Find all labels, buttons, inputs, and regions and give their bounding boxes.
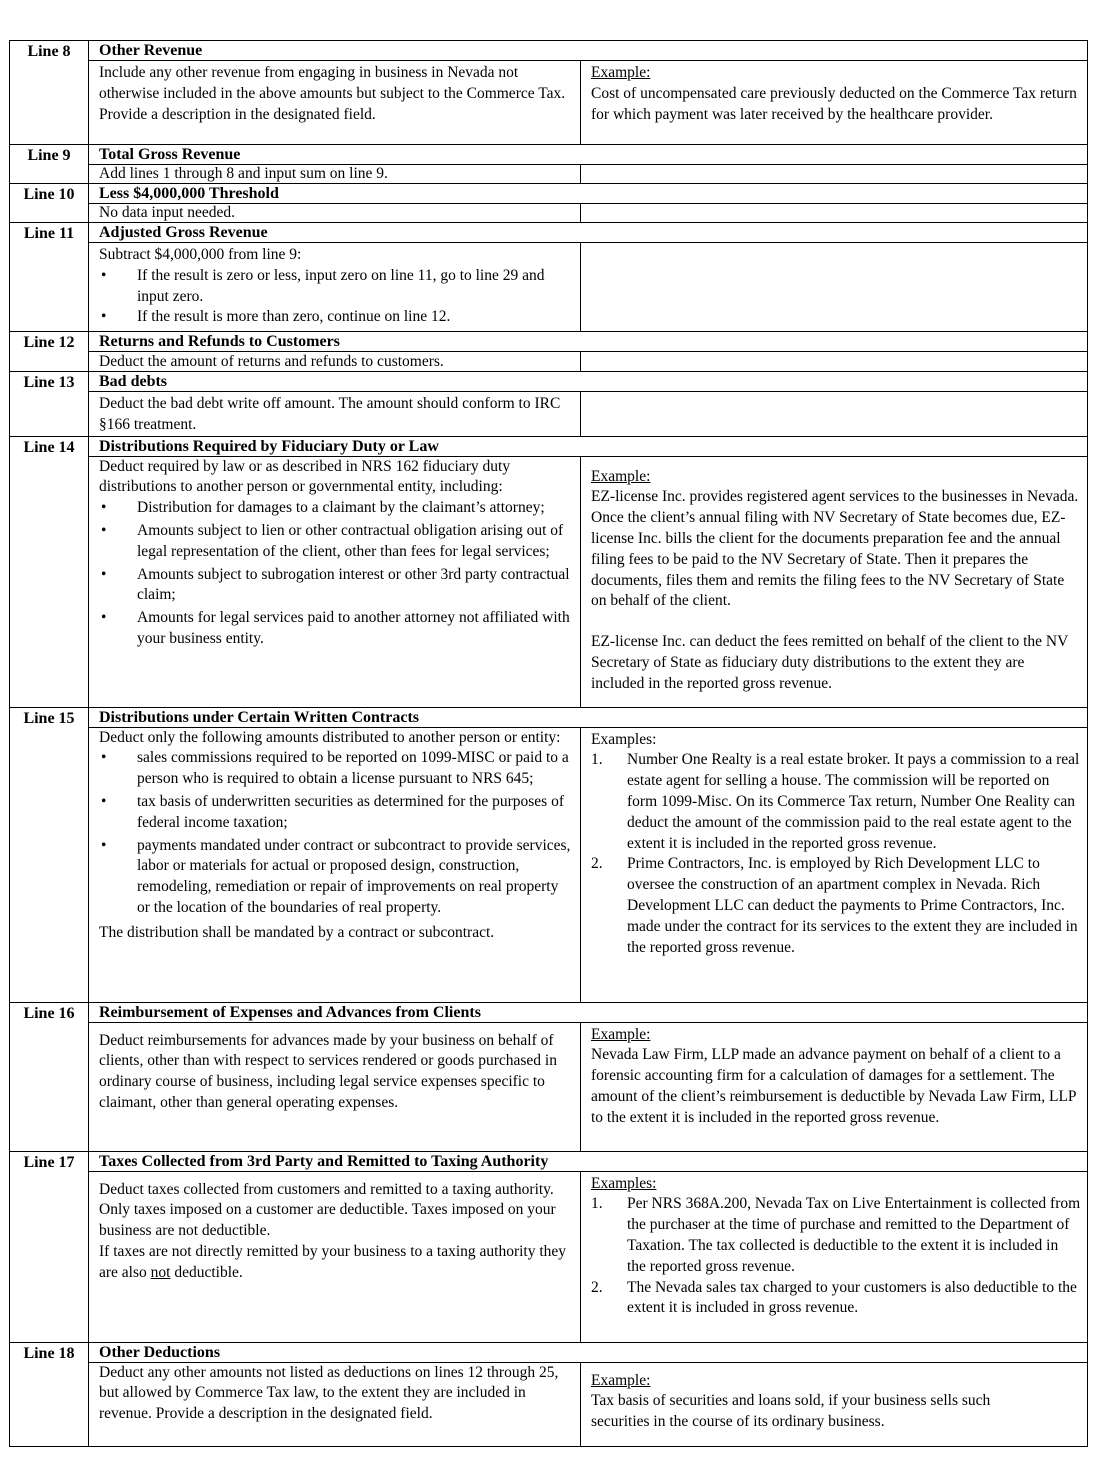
bullet-item: • Distribution for damages to a claimant by the claimant’s attorney; [99, 498, 574, 519]
description-text: The distribution shall be mandated by a contract or subcontract. [99, 923, 495, 941]
row-line-10 [10, 184, 1088, 204]
example-list [591, 750, 1081, 958]
line-title: Distributions under Certain Written Contracts [89, 707, 1088, 727]
line-example [581, 456, 1088, 707]
example-text: Nevada Law Firm, LLP made an advance payment on behalf of a client to a forensic accounting firm for a calculation of damages for a settlement. The amount of the client’s reimbursement is deductible by Nevada Law Firm, LLP to the extent it is included in the reported gross revenue. [591, 1046, 1076, 1126]
line-title: Adjusted Gross Revenue [89, 223, 1088, 243]
example-label: Example: [591, 64, 651, 81]
line-description [89, 243, 581, 332]
example-number: 1. [591, 1195, 603, 1213]
row-line-18 [10, 1342, 1088, 1362]
line-description [89, 456, 581, 707]
line-title: Other Revenue [89, 41, 1088, 61]
example-item [591, 1278, 1081, 1320]
example-item [591, 1194, 1081, 1277]
bullet-list [99, 498, 574, 650]
line-example [581, 1171, 1088, 1342]
line-example [581, 727, 1088, 1002]
text-part: deductible. [170, 1263, 243, 1281]
bullet-item: • If the result is zero or less, input zero on line 11, go to line 29 and input zero. [99, 266, 574, 308]
description-text: Deduct only the following amounts distributed to another person or entity: [99, 728, 561, 746]
line-example-empty [581, 352, 1088, 372]
example-text: Per NRS 368A.200, Nevada Tax on Live Entertainment is collected from the purchaser at the time of purchase and remitted to the Department of Taxation. The tax collected is deductible to the extent it is included in the reported gross revenue. [627, 1195, 1081, 1275]
line-description [89, 727, 581, 1002]
line-description: Deduct reimbursements for advances made by your business on behalf of clients, other than with respect to services rendered or goods purchased in ordinary course of business, including legal service expenses specific to claimant, other than general operating expenses. [89, 1022, 581, 1151]
line-description [89, 1171, 581, 1342]
line-title: Taxes Collected from 3rd Party and Remitted to Taxing Authority [89, 1151, 1088, 1171]
line-number: Line 8 [10, 41, 89, 145]
bullet-list [99, 748, 574, 918]
bullet-item: • If the result is more than zero, continue on line 12. [99, 307, 574, 328]
example-label: Example: [591, 1025, 651, 1043]
description-text: Deduct taxes collected from customers and remitted to a taxing authority. Only taxes imposed on a customer are deductible. Taxes imposed on your business are not deductible. [99, 1180, 556, 1240]
row-line-16 [10, 1002, 1088, 1022]
text-part: If taxes are not directly remitted by your business to a taxing authority they are also [99, 1242, 567, 1281]
row-line-11 [10, 223, 1088, 243]
line-number: Line 14 [10, 436, 89, 707]
line-description [89, 61, 581, 145]
line-title: Reimbursement of Expenses and Advances from Clients [89, 1002, 1088, 1022]
line-example-empty [581, 165, 1088, 184]
line-number: Line 15 [10, 707, 89, 1002]
line-description: Deduct any other amounts not listed as deductions on lines 12 through 25, but allowed by Commerce Tax law, to the extent they are included in revenue. Provide a description in the designated field. [89, 1362, 581, 1446]
row-line-15 [10, 707, 1088, 727]
line-example-empty [581, 204, 1088, 223]
line-number: Line 10 [10, 184, 89, 223]
line-example-empty [581, 243, 1088, 332]
line-number: Line 11 [10, 223, 89, 332]
bullet-item: • Amounts for legal services paid to another attorney not affiliated with your business entity. [99, 608, 574, 650]
example-item [591, 750, 1081, 854]
row-line-8 [10, 41, 1088, 61]
example-item [591, 854, 1081, 958]
row-line-17 [10, 1151, 1088, 1171]
line-number: Line 17 [10, 1151, 89, 1342]
row-line-14 [10, 436, 1088, 456]
instructions-document [9, 40, 1088, 1447]
example-text: Cost of uncompensated care previously deducted on the Commerce Tax return for which payment was later received by the healthcare provider. [591, 84, 1077, 123]
example-text: Number One Realty is a real estate broker. It pays a commission to a real estate agent for selling a house. The commission will be reported on form 1099-Misc. On its Commerce Tax return, Number One Reality can deduct the amount of the commission paid to the real estate agent to the extent it is included in the reported gross revenue. [627, 751, 1080, 852]
line-number: Line 13 [10, 372, 89, 437]
bullet-list [99, 266, 574, 328]
line-description: Add lines 1 through 8 and input sum on line 9. [89, 165, 581, 184]
line-example-empty [581, 392, 1088, 437]
example-label: Example: [591, 1371, 651, 1389]
bullet-item: • Amounts subject to lien or other contractual obligation arising out of legal representation of the client, other than fees for legal services; [99, 521, 574, 563]
bullet-item: • payments mandated under contract or subcontract to provide services, labor or materials for actual or proposed design, construction, remodeling, remediation or repair of improvements on real property or the location of the boundaries of real property. [99, 836, 574, 919]
bullet-item: • Amounts subject to subrogation interest or other 3rd party contractual claim; [99, 565, 574, 607]
example-text: EZ-license Inc. can deduct the fees remitted on behalf of the client to the NV Secretary of State as fiduciary duty distributions to the extent they are included in the reported gross revenue. [591, 633, 1069, 692]
line-example [581, 1022, 1088, 1151]
line-number: Line 12 [10, 332, 89, 372]
line-title: Bad debts [89, 372, 1088, 392]
example-text: Prime Contractors, Inc. is employed by Rich Development LLC to oversee the construction of an apartment complex in Nevada. Rich Development LLC can deduct the payments to Prime Contractors, Inc. made under the contract for its services to the extent they are included in the reported gross revenue. [627, 855, 1078, 956]
line-title: Distributions Required by Fiduciary Duty or Law [89, 436, 1088, 456]
row-line-12 [10, 332, 1088, 352]
line-title: Less $4,000,000 Threshold [89, 184, 1088, 204]
row-line-9 [10, 145, 1088, 165]
description-text-2 [99, 1242, 574, 1284]
line-description: No data input needed. [89, 204, 581, 223]
example-text: The Nevada sales tax charged to your customers is also deductible to the extent it is included in gross revenue. [627, 1278, 1077, 1317]
example-label: Examples: [591, 730, 657, 748]
example-text: Tax basis of securities and loans sold, if your business sells such securities in the course of its ordinary business. [591, 1392, 991, 1431]
line-title: Returns and Refunds to Customers [89, 332, 1088, 352]
line-example [581, 1362, 1088, 1446]
example-list [591, 1194, 1081, 1319]
bullet-item: • sales commissions required to be reported on 1099-MISC or paid to a person who is required to obtain a license pursuant to NRS 645; [99, 748, 574, 790]
line-number: Line 18 [10, 1342, 89, 1446]
description-text: Subtract $4,000,000 from line 9: [99, 246, 302, 263]
emphasis-text: not [150, 1263, 171, 1281]
example-number: 1. [591, 751, 603, 769]
line-title: Total Gross Revenue [89, 145, 1088, 165]
description-text: Deduct required by law or as described in NRS 162 fiduciary duty distributions to another person or governmental entity, including: [99, 457, 511, 496]
line-title: Other Deductions [89, 1342, 1088, 1362]
row-line-13 [10, 372, 1088, 392]
example-label: Examples: [591, 1174, 657, 1192]
line-number: Line 9 [10, 145, 89, 184]
bullet-item: • tax basis of underwritten securities as determined for the purposes of federal income taxation; [99, 792, 574, 834]
line-example [581, 61, 1088, 145]
line-instructions-table [9, 40, 1088, 1447]
example-label: Example: [591, 467, 651, 485]
description-text: Include any other revenue from engaging in business in Nevada not otherwise included in the above amounts but subject to the Commerce Tax. Provide a description in the designated field. [99, 64, 566, 123]
line-description: Deduct the amount of returns and refunds to customers. [89, 352, 581, 372]
line-number: Line 16 [10, 1002, 89, 1151]
example-number: 2. [591, 1278, 603, 1296]
example-number: 2. [591, 855, 603, 873]
example-text: EZ-license Inc. provides registered agent services to the businesses in Nevada. Once the client’s annual filing with NV Secretary of State becomes due, EZ-license Inc. bills the client for the documents preparation fee and the annual filing fees to be paid to the NV Secretary of State. Then it prepares the documents, files them and remits the filing fees to the NV Secretary of State on behalf of the client. [591, 488, 1079, 610]
line-description: Deduct the bad debt write off amount. The amount should conform to IRC §166 treatment. [89, 392, 581, 437]
